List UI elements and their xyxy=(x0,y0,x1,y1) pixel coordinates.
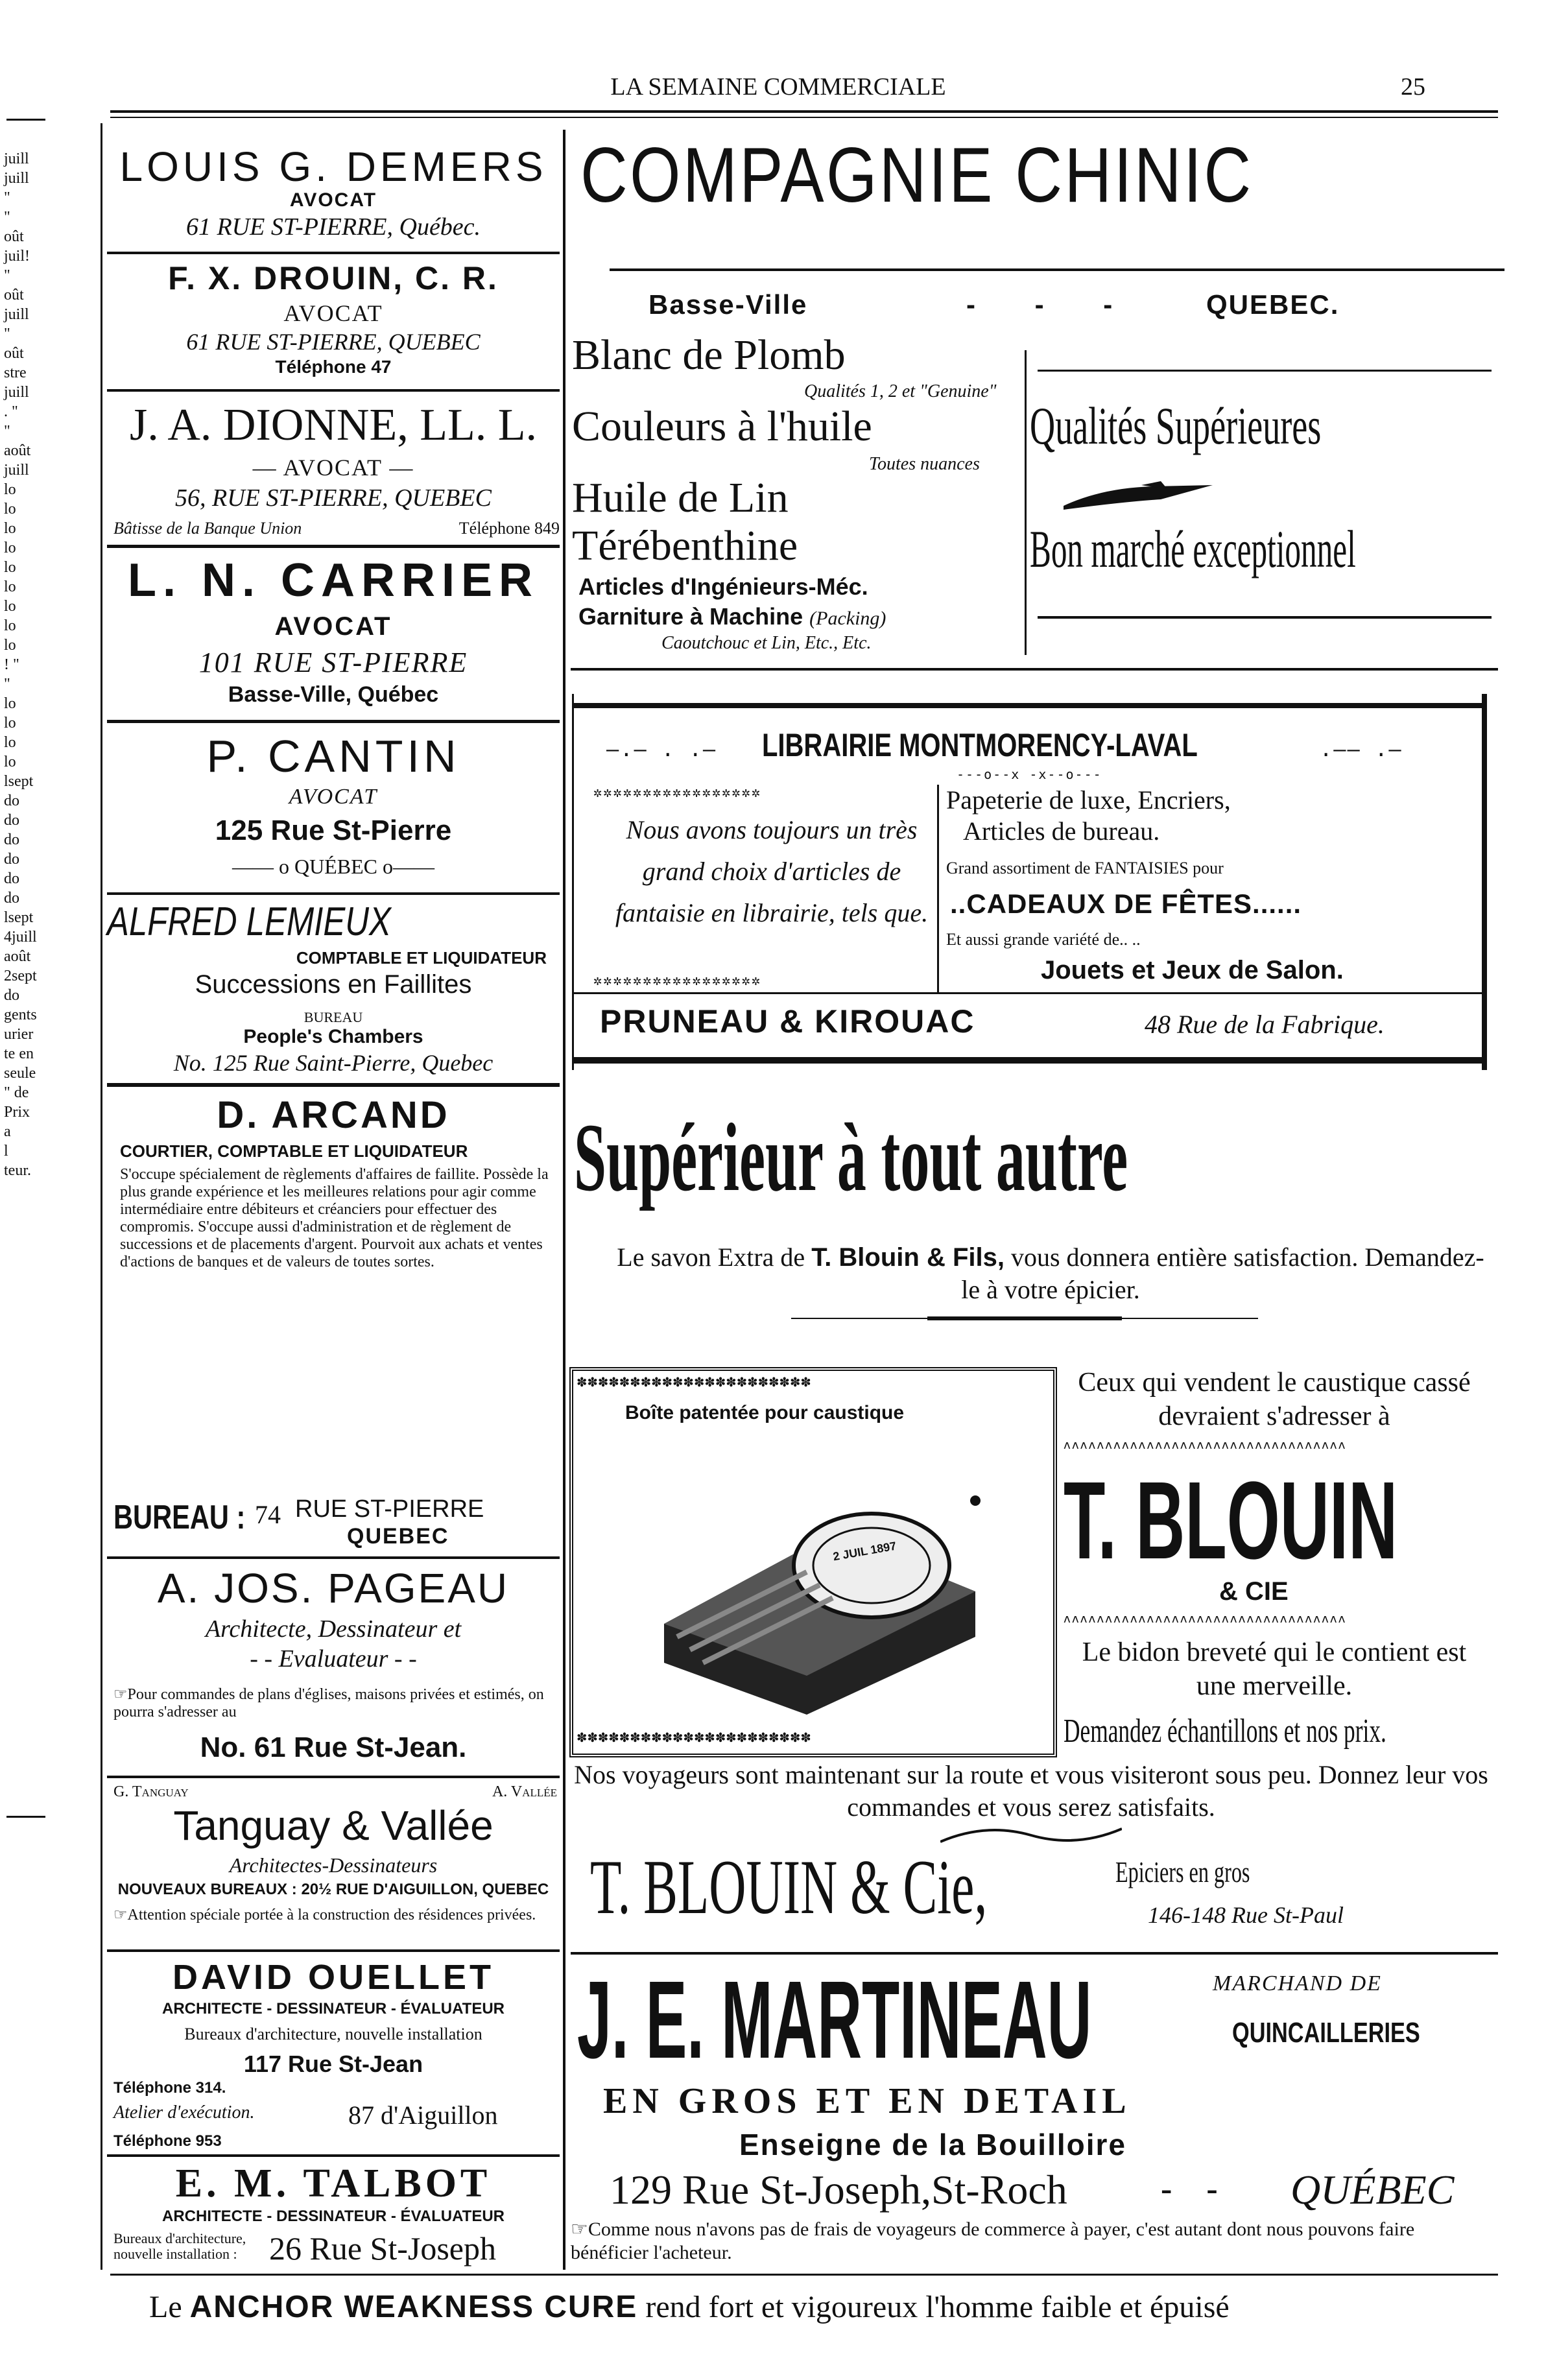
dionne-bank: Bâtisse de la Banque Union xyxy=(113,519,302,538)
blouin-headline-text: Supérieur à tout autre xyxy=(574,1104,1128,1211)
arcand-bureau-text: BUREAU : xyxy=(113,1499,246,1536)
footer-le: Le xyxy=(149,2290,182,2324)
lemieux-name-text: ALFRED LEMIEUX xyxy=(107,899,391,944)
talbot-address: 26 Rue St-Joseph xyxy=(269,2230,496,2267)
margin-fragment: " xyxy=(4,209,10,226)
tanguay-address: NOUVEAUX BUREAUX : 20½ RUE D'AIGUILLON, QUEBEC xyxy=(117,1881,549,1898)
lemieux-name xyxy=(107,899,453,945)
martineau-dash: - - xyxy=(1161,2171,1231,2207)
ouellet-name: DAVID OUELLET xyxy=(172,1958,494,1997)
margin-fragment: lo xyxy=(4,540,16,556)
vallee-right-name: A. Vallée xyxy=(492,1783,557,1800)
margin-fragment: lo xyxy=(4,501,16,518)
ouellet-phone2: Téléphone 953 xyxy=(113,2132,222,2150)
martineau-gros: EN GROS ET EN DETAIL xyxy=(603,2081,1132,2121)
margin-fragment: juill xyxy=(4,306,29,323)
chinic-name-text: COMPAGNIE CHINIC xyxy=(580,132,1254,219)
dionne-title: — AVOCAT — xyxy=(252,455,414,481)
librairie-right-4: ..CADEAUX DE FÊTES...... xyxy=(950,888,1302,919)
margin-fragment: lo xyxy=(4,617,16,634)
footer-rule xyxy=(110,2274,1498,2276)
librairie-right-3: Grand assortiment de FANTAISIES pour xyxy=(946,859,1224,877)
margin-fragment: seule xyxy=(4,1065,36,1082)
demers-name: LOUIS G. DEMERS xyxy=(119,143,547,190)
arcand-city: QUEBEC xyxy=(347,1524,449,1549)
ouellet-address: 117 Rue St-Jean xyxy=(243,2051,423,2077)
drouin-title: AVOCAT xyxy=(283,300,383,326)
arcand-bureau-label xyxy=(113,1498,278,1537)
tanguay-name: Tanguay & Vallée xyxy=(173,1802,494,1849)
blouin-para-1-name: T. Blouin & Fils, xyxy=(811,1243,1005,1272)
margin-fragment: " xyxy=(4,423,10,440)
column-rule-middle xyxy=(563,130,565,2270)
blouin-epiciers xyxy=(1115,1855,1307,1889)
tanguay-body: ☞Attention spéciale portée à la construction des résidences privées. xyxy=(113,1907,536,1923)
carrier-title: AVOCAT xyxy=(274,612,392,641)
margin-fragment: " de xyxy=(4,1084,29,1101)
blouin-para-1 xyxy=(616,1241,1485,1306)
margin-fragment: août xyxy=(4,442,31,459)
margin-fragment: 2sept xyxy=(4,968,37,984)
chinic-item-5: Articles d'Ingénieurs-Méc. xyxy=(578,573,868,600)
martineau-city: QUÉBEC xyxy=(1290,2167,1455,2213)
margin-fragment: a xyxy=(4,1123,11,1140)
blouin-address-2: 146-148 Rue St-Paul xyxy=(1148,1902,1344,1928)
margin-fragment: lo xyxy=(4,481,16,498)
margin-fragment: urier xyxy=(4,1026,34,1043)
chinic-item-3: Huile de Lin xyxy=(572,474,789,521)
cantin-address: 125 Rue St-Pierre xyxy=(215,815,452,846)
librairie-inner-rule xyxy=(937,785,939,992)
footer-line xyxy=(149,2289,1230,2325)
chinic-inner-rule xyxy=(1025,350,1027,655)
librairie-mid-rule xyxy=(574,992,1482,994)
blouin-name-2-text: T. BLOUIN & Cie, xyxy=(590,1844,988,1930)
caustique-box xyxy=(569,1367,1057,1757)
cantin-title: AVOCAT xyxy=(289,785,378,809)
ouellet-phone: Téléphone 314. xyxy=(113,2079,226,2097)
caustique-can-label: 2 JUIL 1897 xyxy=(831,1539,898,1564)
margin-fragment: do xyxy=(4,987,19,1004)
demers-address: 61 RUE ST-PIERRE, Québec. xyxy=(185,213,481,241)
tanguay-subtitle: Architectes-Dessinateurs xyxy=(229,1853,438,1877)
blouin-para-2: Nos voyageurs sont maintenant sur la route et vous visiteront sous peu. Donnez leur vos commandes et vous serez satisfaits. xyxy=(574,1760,1488,1822)
blouin-headline xyxy=(574,1104,1497,1211)
margin-fragment: lo xyxy=(4,598,16,615)
librairie-deco-left: —.— . .— xyxy=(606,737,717,761)
blouin-side-1: Ceux qui vendent le caustique cassé devraient s'adresser à xyxy=(1078,1368,1471,1431)
margin-fragment: juill xyxy=(4,384,29,401)
chinic-item-2-note: Toutes nuances xyxy=(869,454,980,474)
margin-fragment: lsept xyxy=(4,773,34,790)
margin-rule xyxy=(6,119,45,121)
blouin-side-3-text: Demandez échantillons et nos prix. xyxy=(1064,1713,1386,1750)
talbot-name: E. M. TALBOT xyxy=(175,2161,492,2206)
footer-tail: rend fort et vigoureux l'homme faible et épuisé xyxy=(645,2290,1230,2324)
margin-fragment: ! " xyxy=(4,656,19,673)
arcand-name: D. ARCAND xyxy=(217,1094,450,1136)
chinic-name xyxy=(580,132,1501,219)
margin-fragment: do xyxy=(4,890,19,907)
librairie-bottom-address: 48 Rue de la Fabrique. xyxy=(1145,1010,1385,1039)
rule xyxy=(107,720,560,723)
column-one xyxy=(107,130,560,2270)
blouin-ornament-2: ʌʌʌʌʌʌʌʌʌʌʌʌʌʌʌʌʌʌʌʌʌʌʌʌʌʌʌʌʌʌʌʌʌʌ xyxy=(1064,1612,1347,1626)
newspaper-title: LA SEMAINE COMMERCIALE xyxy=(610,73,946,101)
pageau-line2: - - Evaluateur - - xyxy=(250,1645,417,1672)
arcand-street: RUE ST-PIERRE xyxy=(295,1495,484,1523)
pageau-address: No. 61 Rue St-Jean. xyxy=(200,1731,467,1763)
header-rule xyxy=(110,110,1498,113)
lemieux-address: No. 125 Rue Saint-Pierre, Quebec xyxy=(173,1050,494,1076)
margin-fragment: l xyxy=(4,1143,8,1160)
left-margin-fragments xyxy=(4,149,49,1180)
martineau-note: ☞Comme nous n'avons pas de frais de voyageurs de commerce à payer, c'est autant dont nous pouvons faire bénéficier l'acheteur. xyxy=(571,2219,1415,2263)
dionne-name: J. A. DIONNE, LL. L. xyxy=(130,400,537,450)
margin-fragment: " xyxy=(4,267,10,284)
librairie-ornament-row-2: ✲✲✲✲✲✲✲✲✲✲✲✲✲✲✲✲✲ xyxy=(593,973,762,989)
chinic-item-2: Couleurs à l'huile xyxy=(572,403,872,450)
margin-fragment: Prix xyxy=(4,1104,30,1121)
margin-fragment: " xyxy=(4,676,10,693)
librairie-ornament-row: ✲✲✲✲✲✲✲✲✲✲✲✲✲✲✲✲✲ xyxy=(593,785,762,801)
margin-fragment: . " xyxy=(4,403,18,420)
chinic-location-right: QUEBEC. xyxy=(1206,289,1340,320)
ouellet-atelier-address: 87 d'Aiguillon xyxy=(348,2100,498,2130)
chinic-item-6-text: Garniture à Machine xyxy=(578,603,803,630)
margin-fragment: lo xyxy=(4,734,16,751)
librairie-bottom-name: PRUNEAU & KIROUAC xyxy=(600,1003,975,1040)
martineau-marchand: MARCHAND DE xyxy=(1213,1971,1382,1995)
margin-fragment: do xyxy=(4,870,19,887)
rule xyxy=(107,1776,560,1778)
margin-fragment: do xyxy=(4,812,19,829)
blouin-epiciers-text: Epiciers en gros xyxy=(1115,1855,1250,1888)
carrier-city: Basse-Ville, Québec xyxy=(228,682,439,707)
margin-fragment: do xyxy=(4,851,19,868)
chinic-item-6 xyxy=(578,603,886,630)
martineau-top-rule xyxy=(571,1952,1498,1955)
chinic-dashes: - - - xyxy=(966,289,1139,320)
ouellet-title: ARCHITECTE - DESSINATEUR - ÉVALUATEUR xyxy=(162,2000,505,2017)
rule xyxy=(107,1556,560,1559)
librairie-bottom-rule xyxy=(574,1057,1482,1064)
blouin-para-1-b: vous donnera entière satisfaction. Demandez-le à votre épicier. xyxy=(961,1243,1484,1304)
margin-fragment: oût xyxy=(4,287,24,303)
carrier-address: 101 RUE ST-PIERRE xyxy=(198,647,468,678)
blouin-name-text: T. BLOUIN xyxy=(1064,1459,1398,1582)
drouin-address: 61 RUE ST-PIERRE, QUEBEC xyxy=(186,329,481,355)
blouin-side-3 xyxy=(1064,1712,1538,1750)
margin-fragment: lo xyxy=(4,754,16,770)
chinic-right-1 xyxy=(1030,396,1471,457)
chinic-item-4: Térébenthine xyxy=(572,522,798,569)
librairie-title-text: LIBRAIRIE MONTMORENCY-LAVAL xyxy=(762,727,1198,763)
page-number: 25 xyxy=(1401,73,1425,101)
rule xyxy=(107,892,560,895)
arcand-body: S'occupe spécialement de règlements d'affaires de faillite. Possède la plus grande expérience et les meilleures relations pour agir comme intermédiaire entre débiteurs et créanciers pour effectuer des compromis. S'occupe aussi d'administration et de règlement de successions et de placements d'argent. Pourvoit aux achats et ventes d'actions de banques et de valeurs de toutes sortes. xyxy=(120,1166,549,1270)
margin-fragment: gents xyxy=(4,1006,37,1023)
margin-fragment: juil! xyxy=(4,248,30,265)
librairie-left-text: Nous avons toujours un très grand choix d'articles de fantaisie en librairie, tels que. xyxy=(615,815,929,927)
chinic-item-6-paren: (Packing) xyxy=(809,608,886,629)
chinic-right-2-text: Bon marché exceptionnel xyxy=(1030,519,1356,578)
lemieux-bureau: BUREAU xyxy=(303,1009,363,1025)
demers-title: AVOCAT xyxy=(289,189,377,211)
chinic-item-7: Caoutchouc et Lin, Etc., Etc. xyxy=(661,633,872,653)
chinic-location-left: Basse-Ville xyxy=(648,289,808,320)
lemieux-building: People's Chambers xyxy=(243,1026,423,1047)
blouin-co: & CIE xyxy=(1219,1577,1289,1606)
chinic-right-2 xyxy=(1030,519,1546,580)
librairie-right-6: Jouets et Jeux de Salon. xyxy=(1041,956,1344,984)
rule xyxy=(107,2154,560,2157)
chinic-bottom-rule xyxy=(571,668,1498,671)
margin-rule xyxy=(6,1816,45,1818)
blouin-para-1-a: Le savon Extra de xyxy=(617,1243,805,1272)
martineau-address: 129 Rue St-Joseph,St-Roch xyxy=(610,2167,1067,2213)
talbot-title: ARCHITECTE - DESSINATEUR - ÉVALUATEUR xyxy=(162,2207,505,2225)
pointing-hand-icon xyxy=(1064,480,1219,512)
tanguay-left-name: G. Tanguay xyxy=(113,1783,189,1800)
pageau-name: A. JOS. PAGEAU xyxy=(157,1565,510,1612)
librairie-right-5: Et aussi grande variété de.. .. xyxy=(946,930,1141,949)
margin-fragment: " xyxy=(4,326,10,342)
drouin-phone: Téléphone 47 xyxy=(275,357,392,377)
caustique-can-illustration xyxy=(638,1442,1001,1715)
lemieux-title: COMPTABLE ET LIQUIDATEUR xyxy=(296,948,547,968)
librairie-deco-right: .—— .— xyxy=(1320,737,1403,761)
margin-fragment: lo xyxy=(4,578,16,595)
lemieux-subtitle: Successions en Faillites xyxy=(195,970,472,999)
margin-fragment: oût xyxy=(4,345,24,362)
librairie-top-rule xyxy=(574,703,1482,708)
margin-fragment: do xyxy=(4,792,19,809)
martineau-quincailleries xyxy=(1232,2017,1473,2049)
margin-fragment: 4juill xyxy=(4,929,37,946)
rule xyxy=(107,389,560,392)
page-header xyxy=(545,73,1012,101)
margin-fragment: oût xyxy=(4,228,24,245)
cantin-city: —— o QUÉBEC o—— xyxy=(232,855,434,878)
dionne-phone: Téléphone 849 xyxy=(458,519,560,538)
pageau-body: ☞Pour commandes de plans d'églises, maisons privées et estimés, on pourra s'adresser au xyxy=(113,1686,544,1720)
chinic-right-rule xyxy=(1038,370,1492,372)
arcand-title: COURTIER, COMPTABLE ET LIQUIDATEUR xyxy=(120,1141,468,1161)
rule xyxy=(107,1083,560,1087)
carrier-name: L. N. CARRIER xyxy=(128,554,539,606)
margin-fragment: lo xyxy=(4,637,16,654)
librairie-title xyxy=(762,726,1307,764)
ouellet-line1: Bureaux d'architecture, nouvelle installation xyxy=(184,2025,482,2043)
chinic-right-1-text: Qualités Supérieures xyxy=(1030,396,1322,455)
margin-fragment: lo xyxy=(4,715,16,732)
caustique-box-label: Boîte patentée pour caustique xyxy=(625,1402,905,1423)
drouin-name: F. X. DROUIN, C. R. xyxy=(168,260,499,296)
margin-fragment: juill xyxy=(4,150,29,167)
martineau-enseigne: Enseigne de la Bouilloire xyxy=(739,2128,1127,2161)
rule xyxy=(107,1949,560,1952)
margin-fragment: teur. xyxy=(4,1162,31,1179)
dionne-address: 56, RUE ST-PIERRE, QUEBEC xyxy=(175,484,492,512)
margin-fragment: août xyxy=(4,948,31,965)
librairie-ornament-small: ---o--x -x--o--- xyxy=(957,767,1102,782)
box-ornament-bottom: ✽✽✽✽✽✽✽✽✽✽✽✽✽✽✽✽✽✽✽✽✽✽ xyxy=(577,1728,812,1746)
cantin-name: P. CANTIN xyxy=(206,731,460,781)
chinic-under-rule xyxy=(610,268,1504,271)
box-ornament-top: ✽✽✽✽✽✽✽✽✽✽✽✽✽✽✽✽✽✽✽✽✽✽ xyxy=(577,1372,812,1390)
rule xyxy=(107,252,560,254)
blouin-ornament-1: ʌʌʌʌʌʌʌʌʌʌʌʌʌʌʌʌʌʌʌʌʌʌʌʌʌʌʌʌʌʌʌʌʌʌ xyxy=(1064,1438,1347,1452)
chinic-item-1-note: Qualités 1, 2 et "Genuine" xyxy=(804,381,997,401)
talbot-small: Bureaux d'architecture, nouvelle installation : xyxy=(113,2230,246,2262)
chinic-right-rule xyxy=(1038,616,1492,619)
blouin-side-2: Le bidon breveté qui le contient est une merveille. xyxy=(1082,1637,1467,1701)
margin-fragment: juill xyxy=(4,462,29,479)
column-rule-left xyxy=(101,123,102,2270)
margin-fragment: lo xyxy=(4,695,16,712)
margin-fragment: lo xyxy=(4,520,16,537)
librairie-right-2: Articles de bureau. xyxy=(963,816,1160,846)
librairie-box xyxy=(572,694,1487,1070)
blouin-name-2 xyxy=(590,1844,1192,1930)
librairie-right-1: Papeterie de luxe, Encriers, xyxy=(946,785,1231,815)
arcand-number: 74 xyxy=(255,1500,281,1529)
margin-fragment: juill xyxy=(4,170,29,187)
header-rule-thin xyxy=(110,117,1498,118)
chinic-item-1: Blanc de Plomb xyxy=(572,331,846,379)
footer-brand: ANCHOR WEAKNESS CURE xyxy=(189,2290,638,2324)
margin-fragment: te en xyxy=(4,1045,34,1062)
margin-fragment: lo xyxy=(4,559,16,576)
margin-fragment: do xyxy=(4,831,19,848)
martineau-name-text: J. E. MARTINEAU xyxy=(577,1958,1092,2082)
ouellet-atelier-label: Atelier d'exécution. xyxy=(113,2102,255,2123)
margin-fragment: stre xyxy=(4,364,27,381)
martineau-quincailleries-text: QUINCAILLERIES xyxy=(1232,2017,1420,2049)
blouin-divider-thin xyxy=(791,1318,1258,1319)
margin-fragment: lsept xyxy=(4,909,34,926)
margin-fragment: " xyxy=(4,189,10,206)
blouin-name xyxy=(1064,1459,1546,1582)
rule xyxy=(107,545,560,548)
pageau-line1: Architecte, Dessinateur et xyxy=(205,1615,462,1643)
